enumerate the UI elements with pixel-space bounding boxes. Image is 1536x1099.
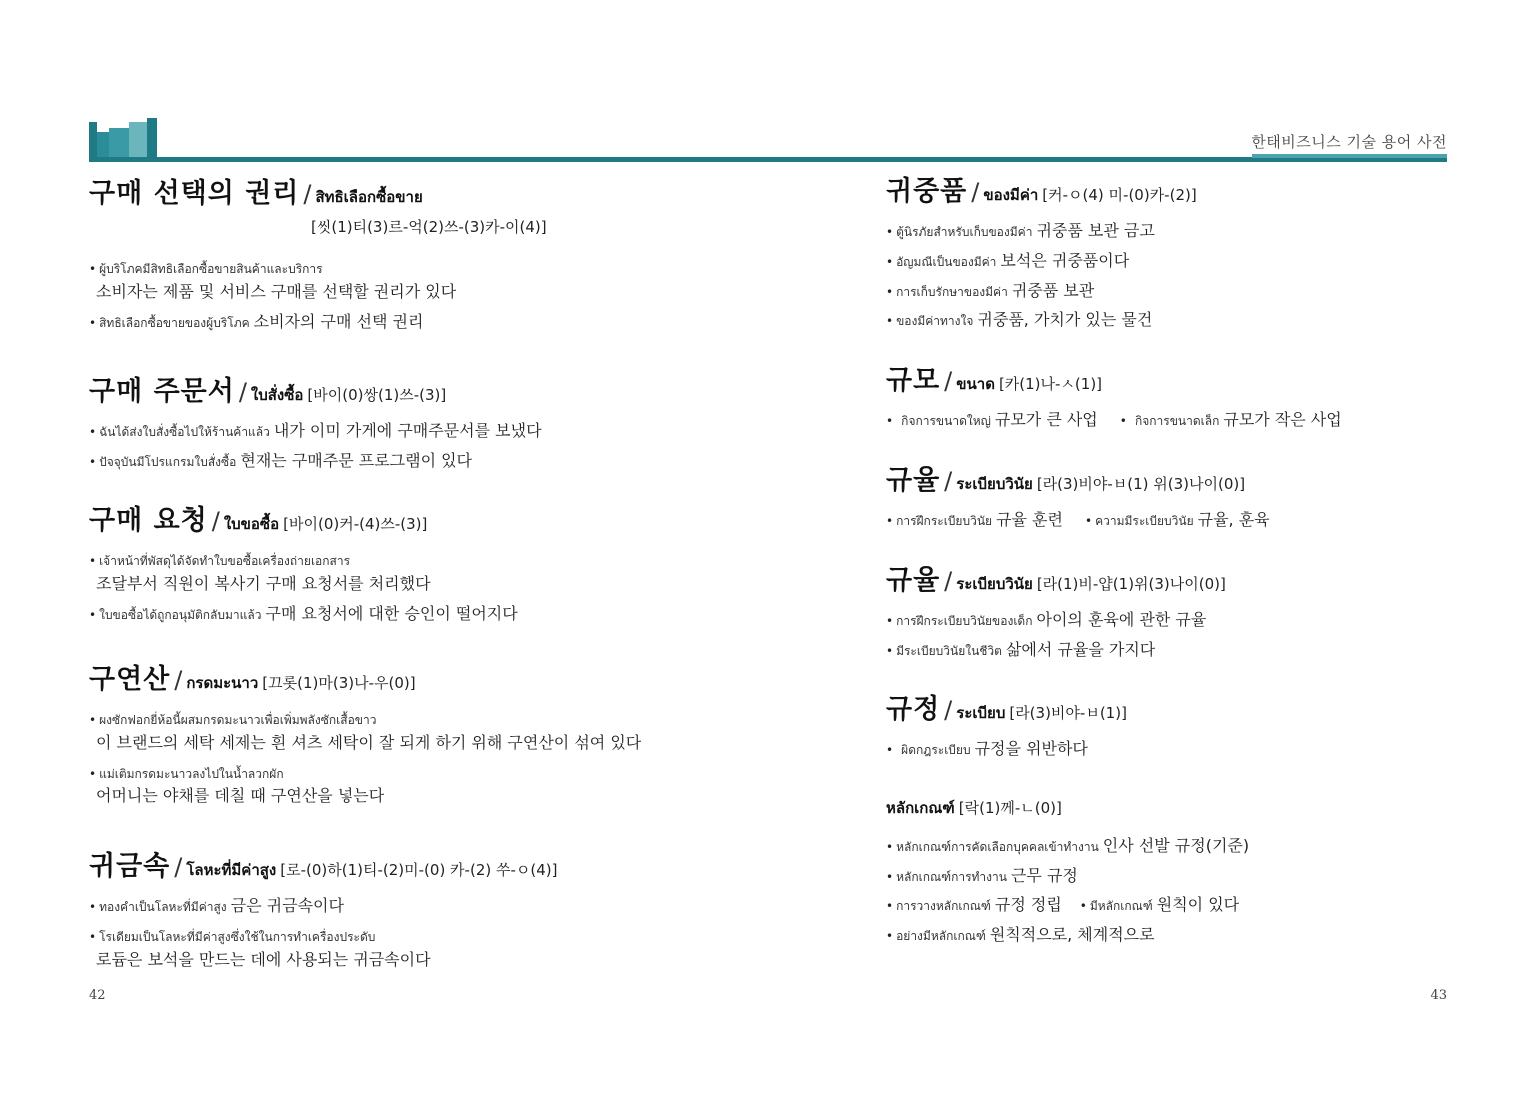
entry-pronunciation: [락(1)께-ㄴ(0)] bbox=[958, 799, 1062, 817]
example-item: • หลักเกณฑ์การทำงาน 근무 규정 bbox=[886, 865, 1078, 885]
example-list bbox=[886, 220, 1526, 330]
entry-purchase-order bbox=[89, 376, 729, 480]
entry-heading bbox=[89, 178, 729, 210]
entry-thai: หลักเกณฑ์ bbox=[886, 799, 955, 817]
entry-term: 규율 bbox=[886, 565, 941, 596]
example-item: • อย่างมีหลักเกณฑ์ 원칙적으로, 체계적으로 bbox=[886, 924, 1155, 944]
entry-thai: ระเบียบวินัย bbox=[956, 575, 1033, 593]
example-item: • ของมีค่าทางใจ 귀중품, 가치가 있는 물건 bbox=[886, 310, 1153, 330]
example-item: • การฝึกระเบียบวินัย 규율 훈련 • ความมีระเบียบวินัย 규율, 훈육 bbox=[886, 510, 1270, 530]
entry-discipline bbox=[886, 465, 1526, 539]
example-item: • ใบขอซื้อได้ถูกอนุมัติกลับมาแล้ว 구매 요청서에 대한 승인이 떨어지다 bbox=[89, 603, 518, 623]
entry-heading bbox=[886, 798, 1526, 817]
entry-pronunciation: [끄롯(1)마(3)나-우(0)] bbox=[262, 674, 416, 692]
entry-term: 구매 주문서 bbox=[89, 376, 235, 407]
entry-term: 구매 요청 bbox=[89, 505, 208, 536]
entry-thai: กรดมะนาว bbox=[186, 674, 259, 692]
example-item: • การเก็บรักษาของมีค่า 귀중품 보관 bbox=[886, 280, 1095, 300]
entry-thai: สิทธิเลือกซื้อขาย bbox=[315, 188, 423, 206]
entry-thai: ระเบียบวินัย bbox=[956, 475, 1033, 493]
entry-heading: 구연산 / กรดมะนาว [끄롯(1)마(3)나-우(0)] bbox=[89, 664, 416, 695]
entry-thai: ระเบียบ bbox=[956, 704, 1006, 722]
entry-term: 귀금속 bbox=[89, 851, 171, 882]
entry-heading: 규율 / ระเบียบวินัย [라(1)비-얍(1)위(3)나이(0)] bbox=[886, 565, 1226, 596]
entry-heading: 규모 / ขนาด [카(1)나-ㅅ(1)] bbox=[886, 365, 1103, 396]
book-title: 한태비즈니스 기술 용어 사전 bbox=[1251, 133, 1447, 151]
example-list bbox=[89, 708, 729, 806]
entry-pronunciation: [라(1)비-얍(1)위(3)나이(0)] bbox=[1036, 575, 1226, 593]
entry-scale bbox=[886, 365, 1526, 439]
example-list bbox=[89, 549, 729, 624]
example-item: • ทองคำเป็นโลหะที่มีค่าสูง 금은 귀금속이다 bbox=[89, 896, 344, 916]
example-item: • แม่เติมกรดมะนาวลงไปในน้ำลวกผัก 어머니는 야채를 데칠 때 구연산을 넣는다 bbox=[89, 766, 385, 806]
example-item: • ฉันได้ส่งใบสั่งซื้อไปให้ร้านค้าแล้ว 내가 이미 가게에 구매주문서를 보냈다 bbox=[89, 421, 542, 441]
entry-term: 규율 bbox=[886, 465, 941, 496]
slash: / bbox=[303, 180, 312, 208]
example-item: • สิทธิเลือกซื้อขายของผู้บริโภค 소비자의 구매 선택 권리 bbox=[89, 311, 424, 331]
entry-pronunciation: [씻(1)티(3)르-억(2)쓰-(3)카-이(4)] bbox=[311, 218, 547, 237]
example-item: • มีระเบียบวินัยในชีวิต 삶에서 규율을 가지다 bbox=[886, 639, 1156, 659]
example-list bbox=[886, 509, 1526, 531]
example-item: • การวางหลักเกณฑ์ 규정 정립 • มีหลักเกณฑ์ 원칙이 있다 bbox=[886, 895, 1240, 915]
entry-pronunciation: [카(1)나-ㅅ(1)] bbox=[998, 375, 1103, 393]
entry-thai: ขนาด bbox=[956, 375, 995, 393]
entry-discipline-2 bbox=[886, 565, 1526, 669]
entry-thai: ใบขอซื้อ bbox=[223, 515, 280, 533]
entry-pronunciation: [바이(0)커-(4)쓰-(3)] bbox=[283, 515, 428, 533]
example-item: • ตู้นิรภัยสำหรับเก็บของมีค่า 귀중품 보관 금고 bbox=[886, 221, 1155, 241]
entry-thai: โลหะที่มีค่าสูง bbox=[186, 861, 277, 879]
entry-term: 규정 bbox=[886, 694, 941, 725]
example-item: • ผงซักฟอกยี่ห้อนี้ผสมกรดมะนาวเพื่อเพิ่มพลังซักเสื้อขาว 이 브랜드의 세탁 세제는 흰 셔츠 세탁이 잘 되게 하기 위해 구연산이 섞여 있다 bbox=[89, 713, 642, 752]
entry-regulation bbox=[886, 694, 1526, 768]
example-item: • ผิดกฎระเบียบ 규정을 위반하다 bbox=[886, 739, 1088, 759]
entry-purchase-choice-right bbox=[89, 178, 729, 340]
example-item: • เจ้าหน้าที่พัสดุได้จัดทำใบขอซื้อเครื่องถ่ายเอกสาร 조달부서 직원이 복사기 구매 요청서를 처리했다 bbox=[89, 554, 431, 593]
entry-pronunciation: [바이(0)쌍(1)쓰-(3)] bbox=[307, 386, 447, 404]
entry-heading: 귀중품 / ของมีค่า [커-ㅇ(4) 미-(0)카-(2)] bbox=[886, 176, 1197, 207]
entry-purchase-request bbox=[89, 505, 729, 632]
example-item: • โรเดียมเป็นโลหะที่มีค่าสูงซึ่งใช้ในการทำเครื่องประดับ 로듐은 보석을 만드는 데에 사용되는 귀금속이다 bbox=[89, 929, 431, 969]
entry-pronunciation: [라(3)비야-ㅂ(1)] bbox=[1009, 704, 1127, 722]
example-item: • กิจการขนาดใหญ่ 규모가 큰 사업 • กิจการขนาดเล็ก 규모가 작은 사업 bbox=[886, 410, 1342, 430]
page-number-right: 43 bbox=[1430, 988, 1447, 1003]
example-item: • ปัจจุบันมีโปรแกรมใบสั่งซื้อ 현재는 구매주문 프로그램이 있다 bbox=[89, 450, 473, 470]
entry-heading: 규율 / ระเบียบวินัย [라(3)비야-ㅂ(1) 위(3)나이(0)] bbox=[886, 465, 1246, 496]
entry-thai: ใบสั่งซื้อ bbox=[250, 386, 304, 404]
example-list bbox=[89, 895, 729, 970]
entry-term: 구연산 bbox=[89, 664, 171, 695]
entry-term: 귀중품 bbox=[886, 176, 968, 207]
entry-valuables bbox=[886, 176, 1526, 339]
page-number-left: 42 bbox=[89, 988, 106, 1003]
example-list bbox=[886, 609, 1526, 660]
example-list bbox=[89, 420, 729, 471]
entry-precious-metal bbox=[89, 851, 729, 978]
example-list bbox=[886, 738, 1526, 760]
entry-pronunciation: [커-ㅇ(4) 미-(0)카-(2)] bbox=[1042, 186, 1197, 204]
entry-heading: 규정 / ระเบียบ [라(3)비야-ㅂ(1)] bbox=[886, 694, 1127, 725]
entry-term: 구매 선택의 권리 bbox=[89, 178, 300, 209]
entry-pronunciation: [라(3)비야-ㅂ(1) 위(3)나이(0)] bbox=[1036, 475, 1246, 493]
book-logo bbox=[89, 118, 159, 162]
entry-citric-acid bbox=[89, 664, 729, 815]
example-item: • ผู้บริโภคมีสิทธิเลือกซื้อขายสินค้าและบริการ 소비자는 제품 및 서비스 구매를 선택할 권리가 있다 bbox=[89, 262, 457, 301]
entry-heading: 구매 요청 / ใบขอซื้อ [바이(0)커-(4)쓰-(3)] bbox=[89, 505, 428, 536]
entry-thai: ของมีค่า bbox=[983, 186, 1039, 204]
example-item: • หลักเกณฑ์การคัดเลือกบุคคลเข้าทำงาน 인사 선발 규정(기준) bbox=[886, 836, 1250, 856]
example-list bbox=[89, 257, 729, 332]
header-rule bbox=[89, 157, 1447, 162]
entry-pronunciation: [로-(0)하(1)티-(2)미-(0) 카-(2) 쑤-ㅇ(4)] bbox=[280, 861, 558, 879]
header-rule-accent bbox=[1252, 154, 1447, 158]
example-item: • อัญมณีเป็นของมีค่า 보석은 귀중품이다 bbox=[886, 250, 1130, 270]
entry-heading: 귀금속 / โลหะที่มีค่าสูง [로-(0)하(1)티-(2)미-(0) 카-(2) 쑤-ㅇ(4)] bbox=[89, 851, 558, 882]
entry-criteria bbox=[886, 798, 1526, 954]
example-item: • การฝึกระเบียบวินัยของเด็ก 아이의 훈육에 관한 규율 bbox=[886, 610, 1207, 630]
entry-term: 규모 bbox=[886, 365, 941, 396]
example-list bbox=[886, 409, 1526, 431]
entry-heading: 구매 주문서 / ใบสั่งซื้อ [바이(0)쌍(1)쓰-(3)] bbox=[89, 376, 447, 407]
example-list bbox=[886, 835, 1526, 945]
